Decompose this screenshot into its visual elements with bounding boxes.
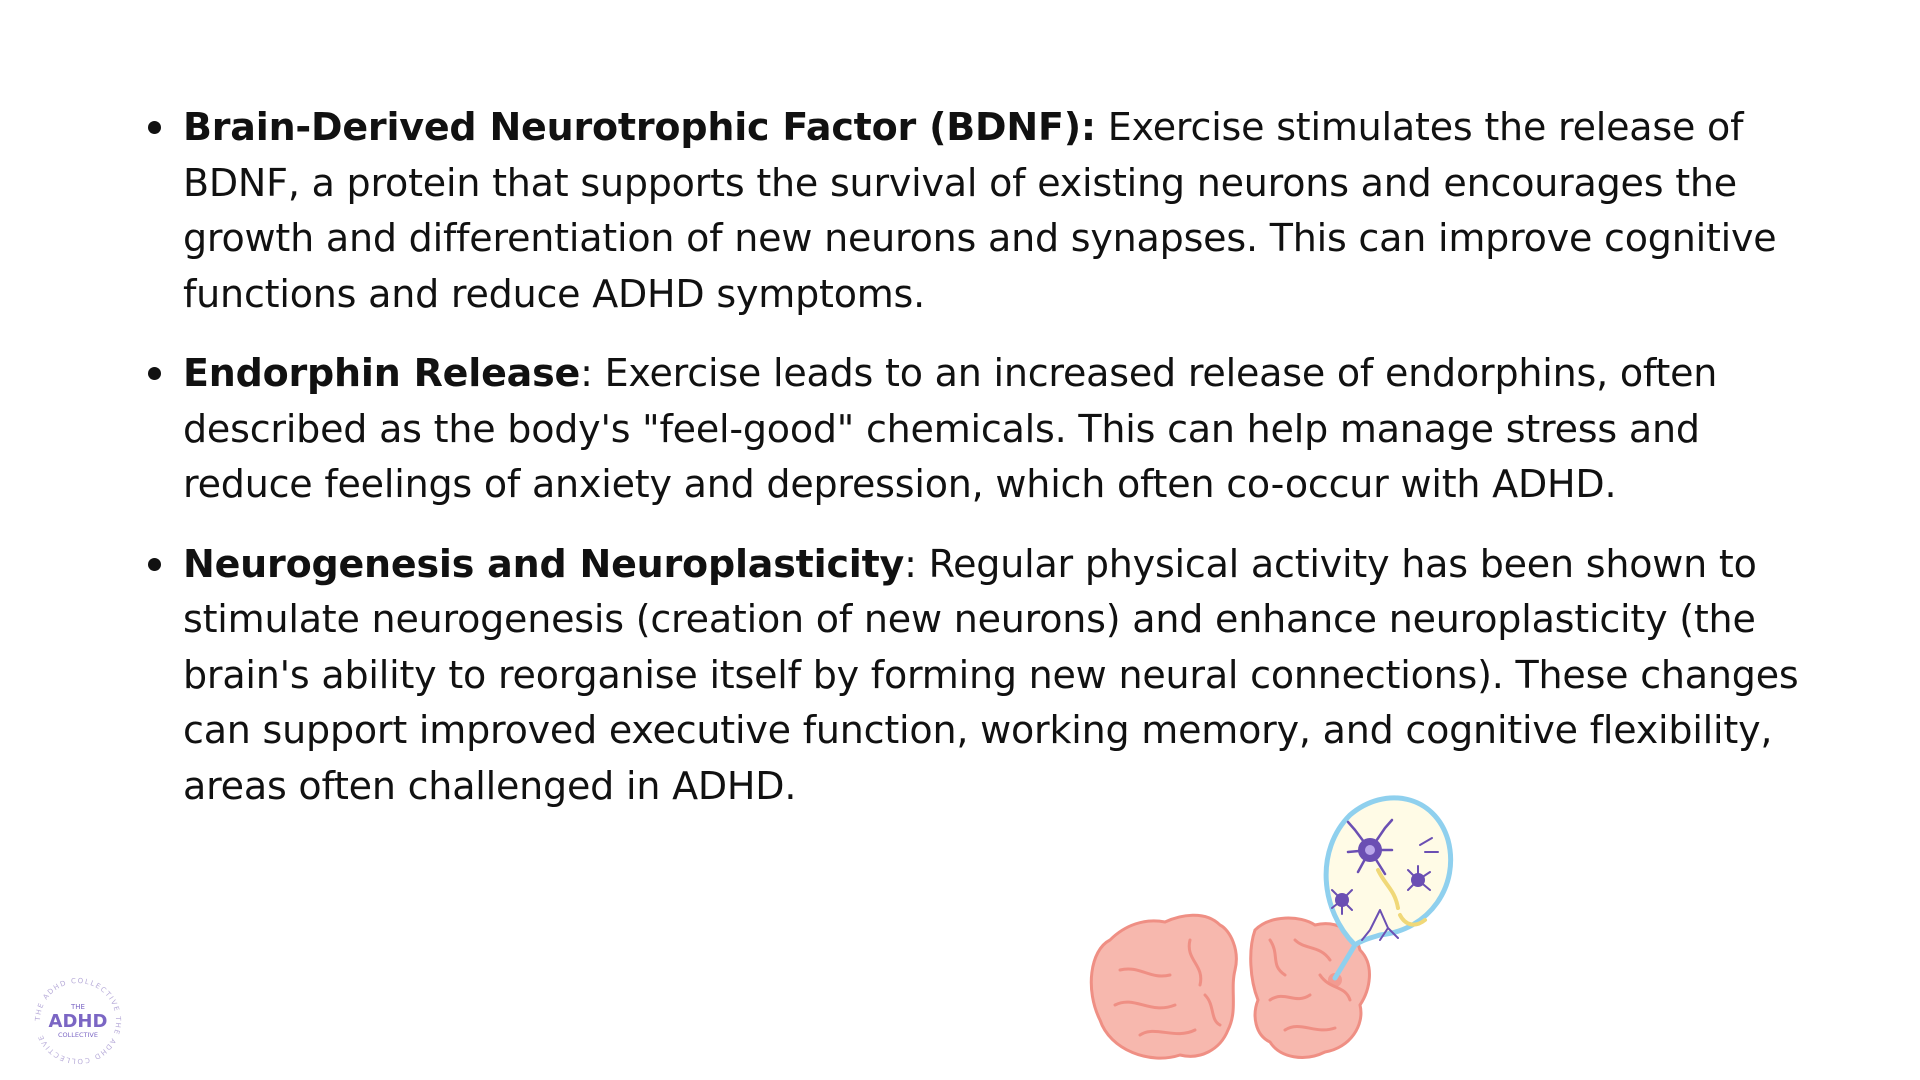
bullet-item-endorphin (145, 346, 1825, 513)
bullet-item-neurogenesis (145, 537, 1825, 815)
brain-neuron-icon (1080, 790, 1460, 1070)
bullet-dot (148, 558, 161, 571)
bullet-list (145, 100, 1825, 838)
brain-left-hemisphere (1091, 915, 1236, 1058)
bullet-text: : Exercise leads to an increased release of endorphins, often described as the body's "feel-good" chemicals. This can help manage stress and reduce feelings of anxiety and depression, which often co-occur with ADHD. (183, 351, 1718, 506)
bullet-text: : Regular physical activity has been shown to stimulate neurogenesis (creation of new neurons) and enhance neuroplasticity (the brain's ability to reorganise itself by forming new neural connections). These changes can support improved executive function, working memory, and cognitive flexibility, areas often challenged in ADHD. (183, 541, 1799, 808)
bullet-dot (148, 367, 161, 380)
bullet-term: Neurogenesis and Neuroplasticity (183, 541, 905, 586)
bullet-term: Brain-Derived Neurotrophic Factor (BDNF): (183, 105, 1096, 149)
bullet-item-bdnf (145, 100, 1825, 322)
logo-main-text: ADHD (48, 1011, 108, 1032)
bullet-text: Exercise stimulates the release of BDNF, a protein that supports the survival of existing neurons and encourages the growth and differentiation of new neurons and synapses. This can improve cognitive functions and reduce ADHD symptoms. (183, 105, 1777, 316)
logo-sub-text: COLLECTIVE (58, 1031, 98, 1039)
logo-ring-text: THE ADHD COLLECTIVE THE ADHD COLLECTIVE (33, 976, 123, 1066)
bullet-term: Endorphin Release (183, 351, 581, 395)
logo-top-text: THE (71, 1003, 85, 1011)
bullet-dot (148, 121, 161, 134)
adhd-collective-logo (32, 975, 124, 1067)
